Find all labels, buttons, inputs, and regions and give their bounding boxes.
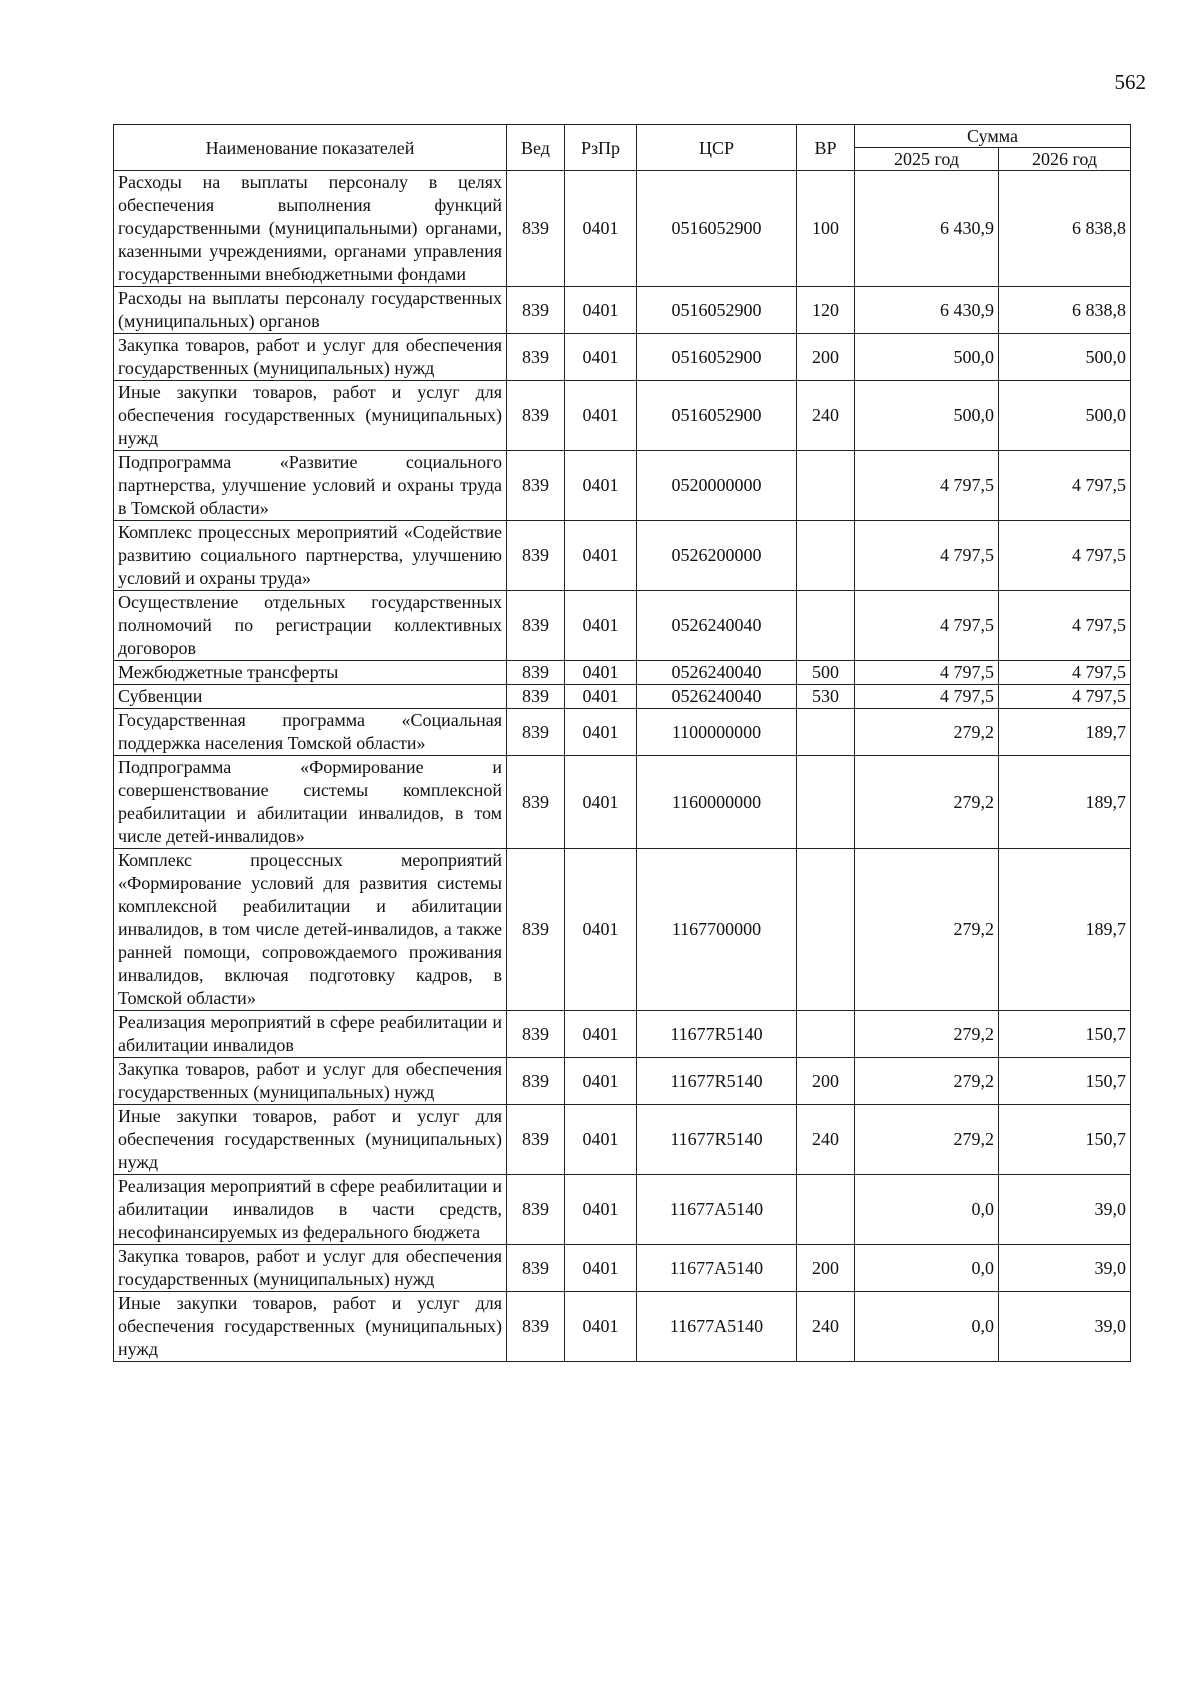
- row-rzpr-cell: 0401: [565, 849, 637, 1011]
- row-csr-cell: 11677R5140: [637, 1105, 797, 1175]
- row-name-cell: Государственная программа «Социальная поддержка населения Томской области»: [114, 709, 507, 756]
- row-sum-2026-cell: 4 797,5: [999, 451, 1131, 521]
- row-vr-cell: [797, 1175, 855, 1245]
- table-row: [114, 1245, 1131, 1292]
- row-ved-cell: 839: [507, 591, 565, 661]
- budget-table: [113, 124, 1131, 1362]
- row-sum-2025-cell: 4 797,5: [855, 591, 999, 661]
- row-vr-cell: 200: [797, 1245, 855, 1292]
- row-vr-cell: 530: [797, 685, 855, 709]
- table-row: [114, 287, 1131, 334]
- row-ved-cell: 839: [507, 709, 565, 756]
- row-sum-2026-cell: 39,0: [999, 1292, 1131, 1362]
- table-row: [114, 171, 1131, 287]
- row-ved-cell: 839: [507, 756, 565, 849]
- row-name-cell: Осуществление отдельных государственных полномочий по регистрации коллективных договоров: [114, 591, 507, 661]
- header-name: Наименование показателей: [114, 125, 507, 171]
- row-ved-cell: 839: [507, 1292, 565, 1362]
- row-name-cell: Реализация мероприятий в сфере реабилитации и абилитации инвалидов в части средств, несофинансируемых из федерального бюджета: [114, 1175, 507, 1245]
- row-vr-cell: [797, 1011, 855, 1058]
- row-vr-cell: 200: [797, 334, 855, 381]
- table-header: [114, 125, 1131, 171]
- row-sum-2026-cell: 189,7: [999, 849, 1131, 1011]
- page-number: 562: [1114, 70, 1146, 94]
- row-name-cell: Комплекс процессных мероприятий «Формирование условий для развития системы комплексной реабилитации и абилитации инвалидов, в том числе детей-инвалидов, а также ранней помощи, сопровождаемого проживания инвалидов, включая подготовку кадров, в Томской области»: [114, 849, 507, 1011]
- row-vr-cell: 100: [797, 171, 855, 287]
- row-vr-cell: 240: [797, 1292, 855, 1362]
- row-sum-2026-cell: 39,0: [999, 1175, 1131, 1245]
- table-row: [114, 685, 1131, 709]
- header-rzpr: РзПр: [565, 125, 637, 171]
- row-sum-2025-cell: 500,0: [855, 381, 999, 451]
- table-row: [114, 756, 1131, 849]
- row-sum-2025-cell: 279,2: [855, 756, 999, 849]
- row-name-cell: Комплекс процессных мероприятий «Содействие развитию социального партнерства, улучшению условий и охраны труда»: [114, 521, 507, 591]
- row-ved-cell: 839: [507, 1245, 565, 1292]
- row-vr-cell: [797, 591, 855, 661]
- table-body: [114, 171, 1131, 1362]
- row-sum-2025-cell: 279,2: [855, 1058, 999, 1105]
- row-name-cell: Субвенции: [114, 685, 507, 709]
- header-ved: Вед: [507, 125, 565, 171]
- row-ved-cell: 839: [507, 451, 565, 521]
- table-row: [114, 334, 1131, 381]
- table-row: [114, 1105, 1131, 1175]
- row-sum-2026-cell: 4 797,5: [999, 591, 1131, 661]
- row-csr-cell: 0526200000: [637, 521, 797, 591]
- table-row: [114, 661, 1131, 685]
- header-2025: 2025 год: [855, 148, 999, 171]
- row-rzpr-cell: 0401: [565, 709, 637, 756]
- row-csr-cell: 11677R5140: [637, 1058, 797, 1105]
- row-sum-2025-cell: 4 797,5: [855, 661, 999, 685]
- row-sum-2025-cell: 0,0: [855, 1175, 999, 1245]
- row-name-cell: Расходы на выплаты персоналу в целях обеспечения выполнения функций государственными (муниципальными) органами, казенными учреждениями, органами управления государственными внебюджетными фондами: [114, 171, 507, 287]
- row-rzpr-cell: 0401: [565, 287, 637, 334]
- row-csr-cell: 11677A5140: [637, 1292, 797, 1362]
- row-name-cell: Закупка товаров, работ и услуг для обеспечения государственных (муниципальных) нужд: [114, 1245, 507, 1292]
- row-name-cell: Межбюджетные трансферты: [114, 661, 507, 685]
- row-name-cell: Закупка товаров, работ и услуг для обеспечения государственных (муниципальных) нужд: [114, 1058, 507, 1105]
- row-vr-cell: [797, 451, 855, 521]
- row-name-cell: Подпрограмма «Развитие социального партнерства, улучшение условий и охраны труда в Томской области»: [114, 451, 507, 521]
- row-vr-cell: 240: [797, 381, 855, 451]
- row-rzpr-cell: 0401: [565, 591, 637, 661]
- row-csr-cell: 11677A5140: [637, 1175, 797, 1245]
- row-csr-cell: 0516052900: [637, 381, 797, 451]
- row-rzpr-cell: 0401: [565, 1175, 637, 1245]
- header-2026: 2026 год: [999, 148, 1131, 171]
- row-rzpr-cell: 0401: [565, 1011, 637, 1058]
- row-ved-cell: 839: [507, 1175, 565, 1245]
- row-sum-2026-cell: 189,7: [999, 756, 1131, 849]
- row-sum-2026-cell: 4 797,5: [999, 685, 1131, 709]
- row-vr-cell: 200: [797, 1058, 855, 1105]
- row-sum-2026-cell: 150,7: [999, 1058, 1131, 1105]
- row-ved-cell: 839: [507, 849, 565, 1011]
- row-name-cell: Иные закупки товаров, работ и услуг для обеспечения государственных (муниципальных) нужд: [114, 381, 507, 451]
- row-sum-2026-cell: 500,0: [999, 334, 1131, 381]
- row-rzpr-cell: 0401: [565, 1105, 637, 1175]
- row-csr-cell: 11677R5140: [637, 1011, 797, 1058]
- row-ved-cell: 839: [507, 1011, 565, 1058]
- table-row: [114, 1175, 1131, 1245]
- row-sum-2026-cell: 150,7: [999, 1011, 1131, 1058]
- row-ved-cell: 839: [507, 661, 565, 685]
- row-sum-2026-cell: 6 838,8: [999, 287, 1131, 334]
- table-row: [114, 709, 1131, 756]
- row-rzpr-cell: 0401: [565, 451, 637, 521]
- header-sum: Сумма: [855, 125, 1131, 148]
- row-csr-cell: 1167700000: [637, 849, 797, 1011]
- header-vr: ВР: [797, 125, 855, 171]
- row-sum-2026-cell: 4 797,5: [999, 521, 1131, 591]
- row-vr-cell: [797, 521, 855, 591]
- row-ved-cell: 839: [507, 171, 565, 287]
- row-csr-cell: 1160000000: [637, 756, 797, 849]
- row-csr-cell: 0526240040: [637, 685, 797, 709]
- row-sum-2026-cell: 4 797,5: [999, 661, 1131, 685]
- row-ved-cell: 839: [507, 1105, 565, 1175]
- row-ved-cell: 839: [507, 334, 565, 381]
- row-rzpr-cell: 0401: [565, 334, 637, 381]
- row-vr-cell: 240: [797, 1105, 855, 1175]
- row-csr-cell: 0526240040: [637, 661, 797, 685]
- row-rzpr-cell: 0401: [565, 381, 637, 451]
- row-rzpr-cell: 0401: [565, 171, 637, 287]
- row-vr-cell: [797, 709, 855, 756]
- row-sum-2025-cell: 279,2: [855, 1011, 999, 1058]
- row-csr-cell: 0520000000: [637, 451, 797, 521]
- row-rzpr-cell: 0401: [565, 1245, 637, 1292]
- row-sum-2025-cell: 279,2: [855, 849, 999, 1011]
- row-vr-cell: [797, 849, 855, 1011]
- row-csr-cell: 0516052900: [637, 287, 797, 334]
- table-row: [114, 849, 1131, 1011]
- table-row: [114, 451, 1131, 521]
- table-row: [114, 381, 1131, 451]
- row-rzpr-cell: 0401: [565, 685, 637, 709]
- table-row: [114, 521, 1131, 591]
- row-vr-cell: 120: [797, 287, 855, 334]
- row-ved-cell: 839: [507, 381, 565, 451]
- row-sum-2025-cell: 0,0: [855, 1292, 999, 1362]
- table-row: [114, 1058, 1131, 1105]
- row-csr-cell: 0526240040: [637, 591, 797, 661]
- header-csr: ЦСР: [637, 125, 797, 171]
- row-name-cell: Расходы на выплаты персоналу государственных (муниципальных) органов: [114, 287, 507, 334]
- table-row: [114, 1292, 1131, 1362]
- row-csr-cell: 0516052900: [637, 171, 797, 287]
- row-name-cell: Подпрограмма «Формирование и совершенствование системы комплексной реабилитации и абилитации инвалидов, в том числе детей-инвалидов»: [114, 756, 507, 849]
- row-sum-2025-cell: 4 797,5: [855, 685, 999, 709]
- row-sum-2026-cell: 150,7: [999, 1105, 1131, 1175]
- row-sum-2025-cell: 279,2: [855, 1105, 999, 1175]
- row-sum-2025-cell: 500,0: [855, 334, 999, 381]
- row-rzpr-cell: 0401: [565, 756, 637, 849]
- row-rzpr-cell: 0401: [565, 521, 637, 591]
- row-rzpr-cell: 0401: [565, 1058, 637, 1105]
- row-ved-cell: 839: [507, 685, 565, 709]
- row-rzpr-cell: 0401: [565, 661, 637, 685]
- table-row: [114, 591, 1131, 661]
- row-sum-2026-cell: 189,7: [999, 709, 1131, 756]
- row-sum-2025-cell: 6 430,9: [855, 287, 999, 334]
- row-ved-cell: 839: [507, 521, 565, 591]
- row-sum-2026-cell: 6 838,8: [999, 171, 1131, 287]
- row-name-cell: Реализация мероприятий в сфере реабилитации и абилитации инвалидов: [114, 1011, 507, 1058]
- row-ved-cell: 839: [507, 287, 565, 334]
- row-sum-2025-cell: 0,0: [855, 1245, 999, 1292]
- row-name-cell: Иные закупки товаров, работ и услуг для обеспечения государственных (муниципальных) нужд: [114, 1292, 507, 1362]
- row-name-cell: Иные закупки товаров, работ и услуг для обеспечения государственных (муниципальных) нужд: [114, 1105, 507, 1175]
- row-ved-cell: 839: [507, 1058, 565, 1105]
- row-csr-cell: 1100000000: [637, 709, 797, 756]
- row-sum-2025-cell: 279,2: [855, 709, 999, 756]
- row-rzpr-cell: 0401: [565, 1292, 637, 1362]
- table-row: [114, 1011, 1131, 1058]
- row-sum-2026-cell: 500,0: [999, 381, 1131, 451]
- row-name-cell: Закупка товаров, работ и услуг для обеспечения государственных (муниципальных) нужд: [114, 334, 507, 381]
- row-csr-cell: 11677A5140: [637, 1245, 797, 1292]
- row-vr-cell: 500: [797, 661, 855, 685]
- row-csr-cell: 0516052900: [637, 334, 797, 381]
- row-vr-cell: [797, 756, 855, 849]
- row-sum-2025-cell: 4 797,5: [855, 451, 999, 521]
- row-sum-2026-cell: 39,0: [999, 1245, 1131, 1292]
- row-sum-2025-cell: 4 797,5: [855, 521, 999, 591]
- row-sum-2025-cell: 6 430,9: [855, 171, 999, 287]
